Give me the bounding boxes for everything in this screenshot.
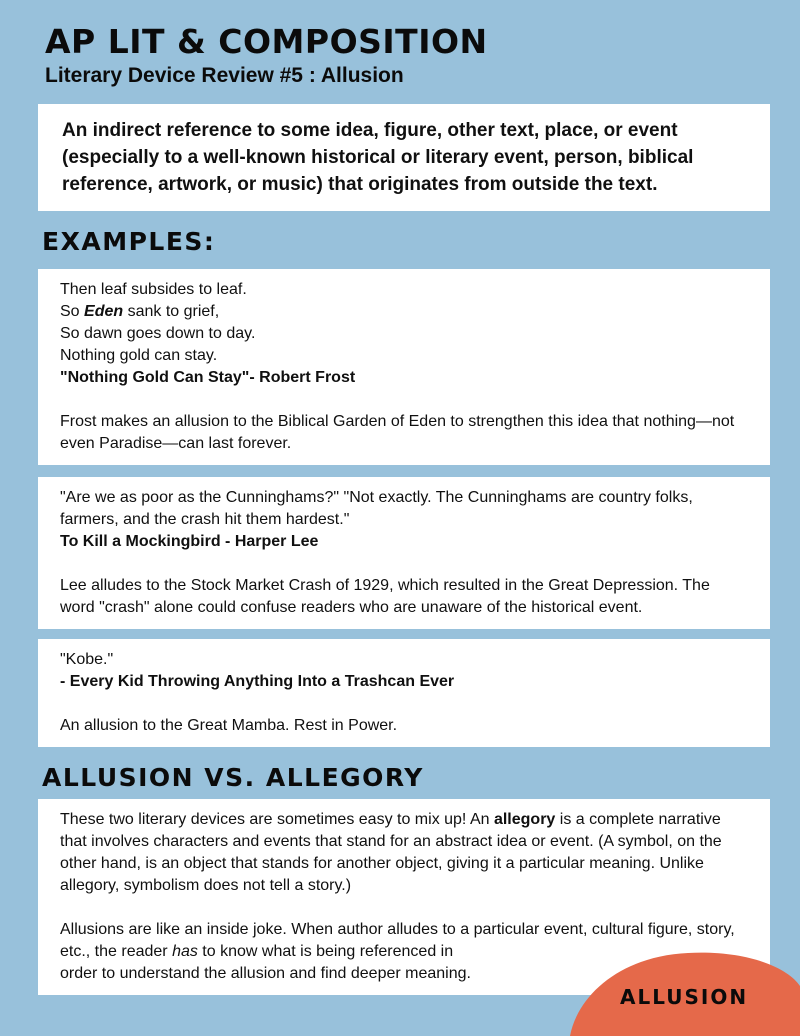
example-card-mockingbird <box>38 477 770 629</box>
allegory-bold-term: allegory <box>493 811 556 829</box>
paragraph-segment: These two literary devices are sometimes easy to mix up! An <box>60 811 494 829</box>
definition-text: An indirect reference to some idea, figure, other text, place, or event (especially to a well-known historical or literary event, person, biblical reference, artwork, or music) that originates from outside the text. <box>62 120 694 196</box>
definition-card <box>38 104 770 211</box>
paragraph-last-line: order to understand the allusion and find deeper meaning. <box>60 965 471 983</box>
example-explanation: Lee alludes to the Stock Market Crash of 1929, which resulted in the Great Depression. The word "crash" alone could confuse readers who are unaware of the historical event. <box>60 577 710 617</box>
poem-line-segment: So <box>60 303 85 321</box>
poem-line <box>60 301 748 323</box>
poem-line: Then leaf subsides to leaf. <box>60 281 247 299</box>
allusion-badge <box>570 950 800 1036</box>
examples-heading: EXAMPLES: <box>42 227 216 257</box>
comparison-heading: ALLUSION VS. ALLEGORY <box>42 763 424 793</box>
quote-attribution: - Every Kid Throwing Anything Into a Trashcan Ever <box>60 673 455 691</box>
example-card-frost <box>38 269 770 465</box>
poem-line-segment: sank to grief, <box>123 303 220 321</box>
has-italic-word: has <box>172 943 198 961</box>
poem-line: Nothing gold can stay. <box>60 347 218 365</box>
example-card-kobe <box>38 639 770 747</box>
page-title: AP LIT & COMPOSITION <box>45 22 488 61</box>
comparison-paragraph-allegory <box>60 809 748 897</box>
paragraph-segment: is a complete narrative that involves characters and events that stand for an abstract idea or event. (A symbol, on the other hand, is an object that stands for another object, giving it a particular meaning. Unlike allegory, symbolism does not tell a story.) <box>60 811 722 895</box>
paragraph-segment: to know what is being referenced in <box>197 943 454 961</box>
example-explanation: An allusion to the Great Mamba. Rest in Power. <box>60 717 398 735</box>
example-explanation: Frost makes an allusion to the Biblical Garden of Eden to strengthen this idea that nothing—not even Paradise—can last forever. <box>60 413 735 453</box>
paragraph-segment: Allusions are like an inside joke. When author alludes to a particular event, cultural figure, story, etc., the reader <box>60 921 735 961</box>
badge-label: ALLUSION <box>620 985 749 1009</box>
poem-line-emphasis: Eden <box>84 303 124 321</box>
page-subtitle: Literary Device Review #5 : Allusion <box>45 64 404 88</box>
quote-attribution: To Kill a Mockingbird - Harper Lee <box>60 533 319 551</box>
quote-attribution: "Nothing Gold Can Stay"- Robert Frost <box>60 369 356 387</box>
example-quote: "Kobe." <box>60 651 114 669</box>
poem-line: So dawn goes down to day. <box>60 325 256 343</box>
example-quote: "Are we as poor as the Cunninghams?" "Not exactly. The Cunninghams are country folks, farmers, and the crash hit them hardest." <box>60 489 693 529</box>
